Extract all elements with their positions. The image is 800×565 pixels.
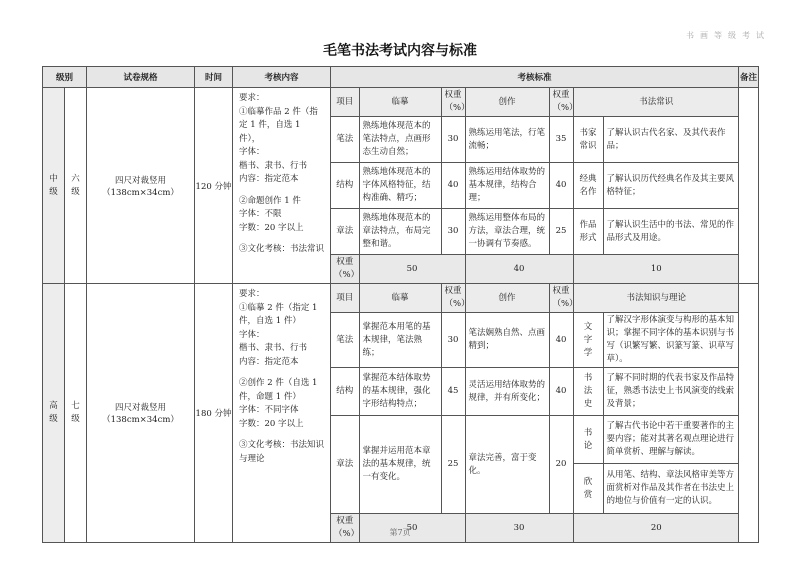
high-spec <box>87 284 195 543</box>
high-sub-w1: 权重（%） <box>441 284 465 313</box>
high-row-w1: 25 <box>441 416 465 514</box>
mid-sub-w1: 权重（%） <box>441 88 465 117</box>
high-row-w2: 20 <box>549 416 573 514</box>
high-row-brush <box>331 313 739 368</box>
mid-row-k-item: 经典名作 <box>573 163 603 209</box>
high-row-structure <box>331 368 739 416</box>
mid-row-copy: 熟练地体现范本的字体风格特征，结构准确、精巧； <box>359 163 441 209</box>
mid-req-2: 字体： <box>239 147 265 157</box>
high-sub-w2: 权重（%） <box>549 284 573 313</box>
mid-row-w1: 30 <box>441 209 465 255</box>
high-req-3: 楷书、隶书、行书 <box>239 343 308 353</box>
high-k-text: 从用笔、结构、章法风格审美等方面赏析对作品及其作者在书法史上的地位与价值有一定的认识。 <box>603 464 739 514</box>
high-spec-line2: （138cm×34cm） <box>102 415 179 425</box>
mid-sub-w2: 权重（%） <box>549 88 573 117</box>
col-standard: 考核标准 <box>331 67 739 88</box>
high-weight-copy: 50 <box>359 514 465 543</box>
high-k-item: 书 论 <box>573 416 603 464</box>
mid-row-item: 章法 <box>331 209 359 255</box>
mid-row-copy: 熟练地体现范本的章法特点，布局完整和谐。 <box>359 209 441 255</box>
header-tag: 书画等级考试 <box>686 31 770 40</box>
mid-spec-line1: 四尺对裁竖用 <box>115 175 167 186</box>
high-standards <box>331 284 739 543</box>
high-row-copy: 掌握范本结体取势的基本规律，强化字形结构特点； <box>359 368 441 416</box>
mid-req-7: 字体：不限 <box>239 209 282 219</box>
mid-row-w2: 35 <box>549 117 573 163</box>
mid-weight-label: 权重（%） <box>331 255 359 284</box>
mid-row-create: 熟练运用笔法，行笔流畅； <box>465 117 549 163</box>
high-req-1: ①临摹 2 件（指定 1 件，自选 1 件） <box>239 302 318 326</box>
high-weight-knowledge: 20 <box>573 514 739 543</box>
mid-weight-create: 40 <box>465 255 573 284</box>
mid-req-1: ①临摹作品 2 件（指定 1 件，自选 1 件）， <box>239 106 318 144</box>
mid-row-k-text: 了解认识古代名家、及其代表作品； <box>603 117 739 163</box>
mid-level-row <box>43 88 759 284</box>
mid-spec-line2: （138cm×34cm） <box>102 187 179 198</box>
mid-sub-header <box>331 88 739 117</box>
mid-weight-knowledge: 10 <box>573 255 739 284</box>
page-title: 毛笔书法考试内容与标准 <box>323 43 477 59</box>
mid-row-k-text: 了解认识历代经典名作及其主要风格特征； <box>603 163 739 209</box>
mid-spec <box>87 88 195 284</box>
high-row-w1: 30 <box>441 313 465 368</box>
high-row-layout-a <box>331 416 739 464</box>
high-row-w1: 45 <box>441 368 465 416</box>
col-level: 级别 <box>43 67 87 88</box>
mid-row-layout <box>331 209 739 255</box>
mid-req-10: ③文化考核：书法常识 <box>239 244 325 254</box>
high-sub-create: 创作 <box>465 284 549 313</box>
mid-req-6: ②命题创作 1 件 <box>239 195 301 206</box>
mid-requirements <box>233 88 331 284</box>
page-number: 第7页 <box>389 528 411 537</box>
mid-sub-create: 创作 <box>465 88 549 117</box>
high-row-create: 章法完善，富于变化。 <box>465 416 549 514</box>
standards-table <box>42 66 759 543</box>
header-row <box>43 67 759 88</box>
high-req-8: 字数：20 字以上 <box>239 418 304 429</box>
col-spec: 试卷规格 <box>87 67 195 88</box>
high-grade: 七 级 <box>65 284 87 543</box>
mid-row-item: 笔法 <box>331 117 359 163</box>
high-k-text: 了解汉字形体演变与构形的基本知识；掌握不同字体的基本识别与书写（识繁写繁、识篆写篆、识草写草）。 <box>603 313 739 368</box>
high-k-item: 欣 赏 <box>573 464 603 514</box>
high-row-create: 灵活运用结体取势的规律，并有所变化； <box>465 368 549 416</box>
mid-req-4: 内容：指定范本 <box>239 174 299 184</box>
col-remark: 备注 <box>739 67 759 88</box>
mid-time: 120 分钟 <box>195 88 233 284</box>
col-time: 时间 <box>195 67 233 88</box>
high-req-0: 要求： <box>239 289 265 299</box>
high-row-w2: 40 <box>549 368 573 416</box>
mid-row-create: 熟练运用结体取势的基本规律，结构合理； <box>465 163 549 209</box>
high-k-item: 文 字 学 <box>573 313 603 368</box>
mid-grade: 六 级 <box>65 88 87 284</box>
high-requirements <box>233 284 331 543</box>
mid-sub-copy: 临摹 <box>359 88 441 117</box>
mid-row-brush <box>331 117 739 163</box>
high-weight-create: 30 <box>465 514 573 543</box>
high-sub-item: 项目 <box>331 284 359 313</box>
high-weight-label: 权重（%） <box>331 514 359 543</box>
mid-sub-item: 项目 <box>331 88 359 117</box>
mid-row-k-text: 了解认识生活中的书法、常见的作品形式及用途。 <box>603 209 739 255</box>
high-row-item: 结构 <box>331 368 359 416</box>
mid-row-w2: 25 <box>549 209 573 255</box>
mid-sub-knowledge: 书法常识 <box>573 88 739 117</box>
high-remark <box>739 284 759 543</box>
mid-row-item: 结构 <box>331 163 359 209</box>
mid-row-structure <box>331 163 739 209</box>
high-sub-knowledge: 书法知识与理论 <box>573 284 739 313</box>
mid-weight-copy: 50 <box>359 255 465 284</box>
high-k-item: 书 法 史 <box>573 368 603 416</box>
high-row-w2: 40 <box>549 313 573 368</box>
high-k-text: 了解古代书论中若干重要著作的主要内容；能对其著名观点理论进行简单赏析、理解与解读。 <box>603 416 739 464</box>
high-sub-header <box>331 284 739 313</box>
mid-weight-row <box>331 255 739 284</box>
mid-standards <box>331 88 739 284</box>
mid-row-w1: 40 <box>441 163 465 209</box>
high-level: 高 级 <box>43 284 65 543</box>
high-row-copy: 掌握范本用笔的基本规律，笔法熟练； <box>359 313 441 368</box>
high-req-6: ②创作 2 件（自选 1 件，命题 1 件） <box>239 378 318 402</box>
high-req-7: 字体：不同字体 <box>239 405 299 415</box>
high-time: 180 分钟 <box>195 284 233 543</box>
high-req-10: ③文化考核：书法知识与理论 <box>239 440 325 464</box>
high-row-copy: 掌握并运用范本章法的基本规律，统一有变化。 <box>359 416 441 514</box>
mid-row-w1: 30 <box>441 117 465 163</box>
mid-row-copy: 熟练地体现范本的笔法特点，点画形态生动自然； <box>359 117 441 163</box>
mid-req-8: 字数：20 字以上 <box>239 222 304 233</box>
high-level-row <box>43 284 759 543</box>
mid-req-3: 楷书、隶书、行书 <box>239 160 308 171</box>
mid-remark <box>739 88 759 284</box>
high-row-create: 笔法娴熟自然、点画精到； <box>465 313 549 368</box>
high-k-text: 了解不同时期的代表书家及作品特征，熟悉书法史上书风演变的线索及背景； <box>603 368 739 416</box>
mid-req-0: 要求： <box>239 93 265 103</box>
col-content: 考核内容 <box>233 67 331 88</box>
mid-row-w2: 40 <box>549 163 573 209</box>
high-req-4: 内容：指定范本 <box>239 356 299 367</box>
mid-level: 中 级 <box>43 88 65 284</box>
mid-row-create: 熟练运用整体布局的方法，章法合理，统一协调有节奏感。 <box>465 209 549 255</box>
high-spec-line1: 四尺对裁竖用 <box>115 403 167 413</box>
high-row-item: 笔法 <box>331 313 359 368</box>
mid-row-k-item: 书家常识 <box>573 117 603 163</box>
high-req-2: 字体： <box>239 329 265 340</box>
high-sub-copy: 临摹 <box>359 284 441 313</box>
mid-row-k-item: 作品形式 <box>573 209 603 255</box>
high-row-item: 章法 <box>331 416 359 514</box>
